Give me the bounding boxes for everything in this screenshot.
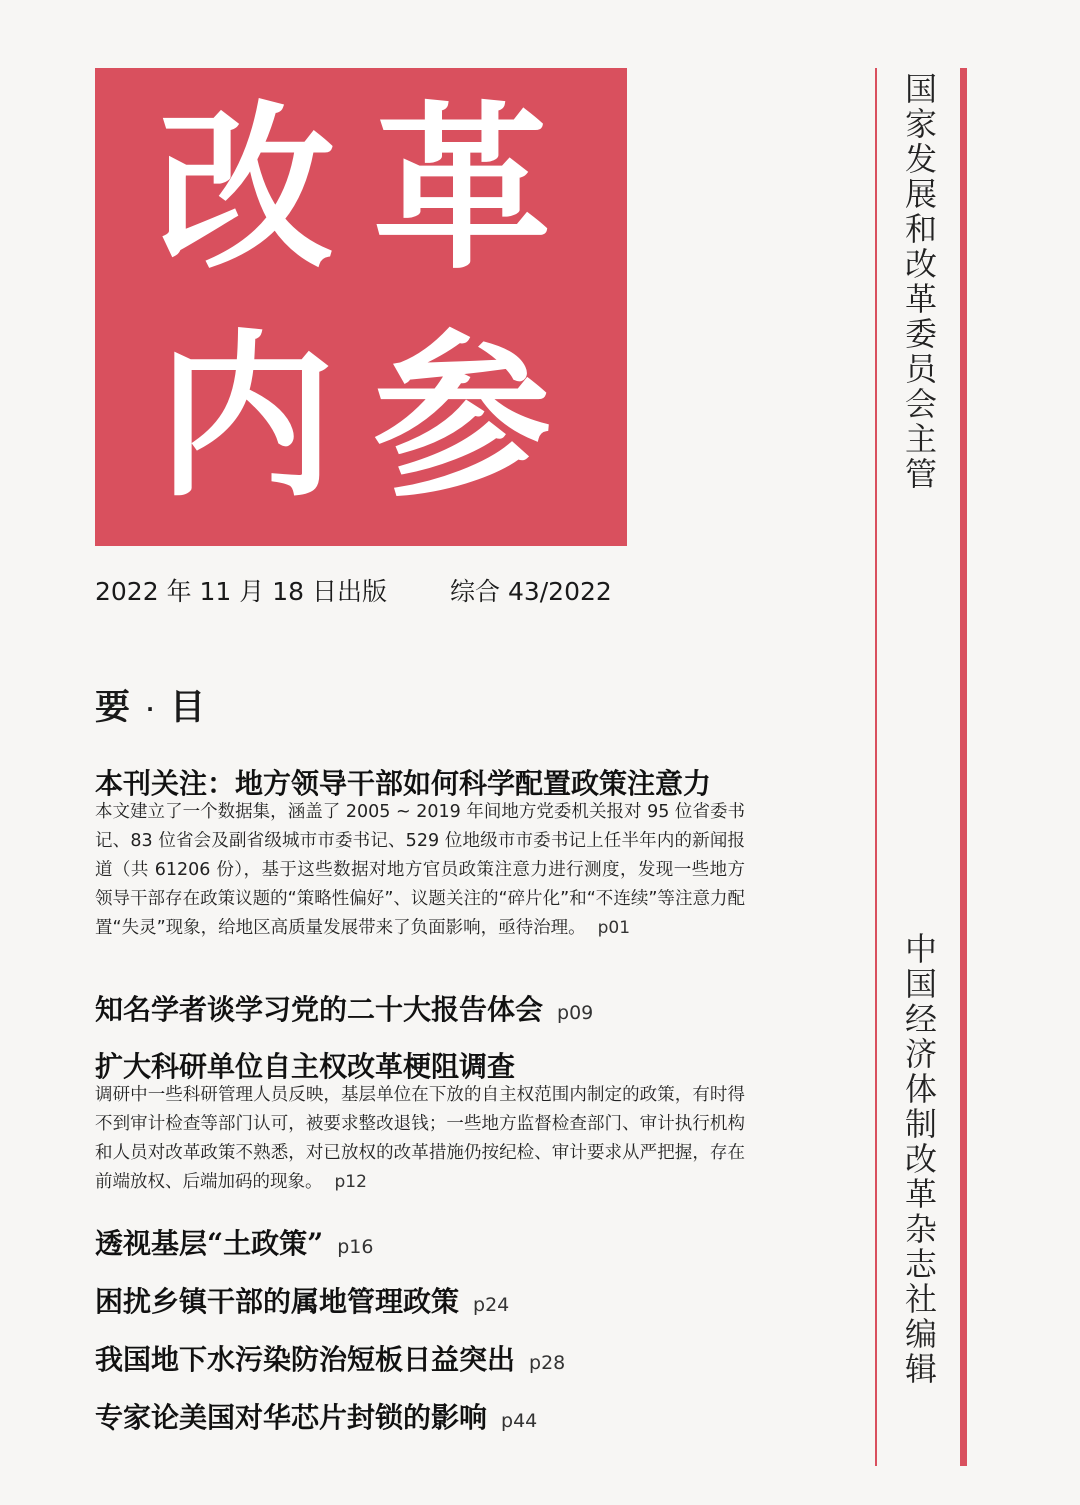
article-1-desc [95, 798, 745, 943]
article-3-page: p12 [334, 1172, 367, 1192]
masthead-char-4: 参 [373, 312, 551, 521]
article-4-page: p16 [337, 1236, 374, 1258]
article-3-title[interactable] [95, 1045, 515, 1085]
article-7-title[interactable] [95, 1396, 537, 1436]
article-1-title-text: 本刊关注：地方领导干部如何科学配置政策注意力 [95, 767, 712, 800]
masthead-char-2: 革 [373, 84, 551, 293]
article-1-desc-text: 本文建立了一个数据集，涵盖了 2005 ~ 2019 年间地方党委机关报对 95 位省委书记、83 位省会及副省级城市市委书记、529 位地级市市委书记上任半年内的新闻报道（共 61206 份），基于这些数据对地方官员政策注意力进行测度，发现一些地方领导干部存在政策议题的“策略性偏好”、议题关注的“碎片化”和“不连续”等注意力配置“失灵”现象，给地区高质量发展带来了负面影响，亟待治理。 [95, 802, 745, 938]
article-5-title-text: 困扰乡镇干部的属地管理政策 [95, 1285, 460, 1318]
article-7-page: p44 [501, 1410, 538, 1432]
article-2-title[interactable] [95, 988, 593, 1028]
masthead-char-3: 内 [157, 312, 335, 521]
article-1-page: p01 [597, 918, 631, 938]
divider-thick [960, 68, 967, 1466]
masthead-logo [95, 68, 627, 546]
article-5-title[interactable] [95, 1280, 509, 1320]
publication-date: 2022 年 11 月 18 日出版 [95, 577, 387, 606]
divider-thin [875, 68, 877, 1466]
article-4-title[interactable] [95, 1222, 373, 1262]
article-2-page: p09 [557, 1002, 594, 1024]
supervisor-text: 国家发展和改革委员会 主管 [904, 70, 937, 493]
article-5-page: p24 [473, 1294, 510, 1316]
toc-heading-left: 要 [95, 688, 131, 728]
article-6-title[interactable] [95, 1338, 565, 1378]
article-6-page: p28 [529, 1352, 566, 1374]
article-3-title-text: 扩大科研单位自主权改革梗阻调查 [95, 1050, 516, 1083]
article-1-title[interactable] [95, 762, 711, 802]
article-3-desc-text: 调研中一些科研管理人员反映，基层单位在下放的自主权范围内制定的政策，有时得不到审计检查等部门认可，被要求整改退钱；一些地方监督检查部门、审计执行机构和人员对改革政策不熟悉，对已放权的改革措施仍按纪检、审计要求从严把握，存在前端放权、后端加码的现象。 [95, 1085, 745, 1192]
editor-text: 中国经济体制改革杂志社 编辑 [904, 930, 937, 1388]
article-7-title-text: 专家论美国对华芯片封锁的影响 [95, 1401, 488, 1434]
article-4-title-text: 透视基层“土政策” [95, 1227, 324, 1260]
toc-heading-right: 目 [170, 688, 206, 728]
masthead-char-1: 改 [157, 84, 335, 293]
toc-heading [95, 680, 205, 730]
toc-heading-dot: · [146, 697, 154, 721]
article-2-title-text: 知名学者谈学习党的二十大报告体会 [95, 993, 544, 1026]
issue-number: 综合 43/2022 [450, 577, 612, 606]
article-6-title-text: 我国地下水污染防治短板日益突出 [95, 1343, 516, 1376]
article-3-desc [95, 1081, 745, 1197]
